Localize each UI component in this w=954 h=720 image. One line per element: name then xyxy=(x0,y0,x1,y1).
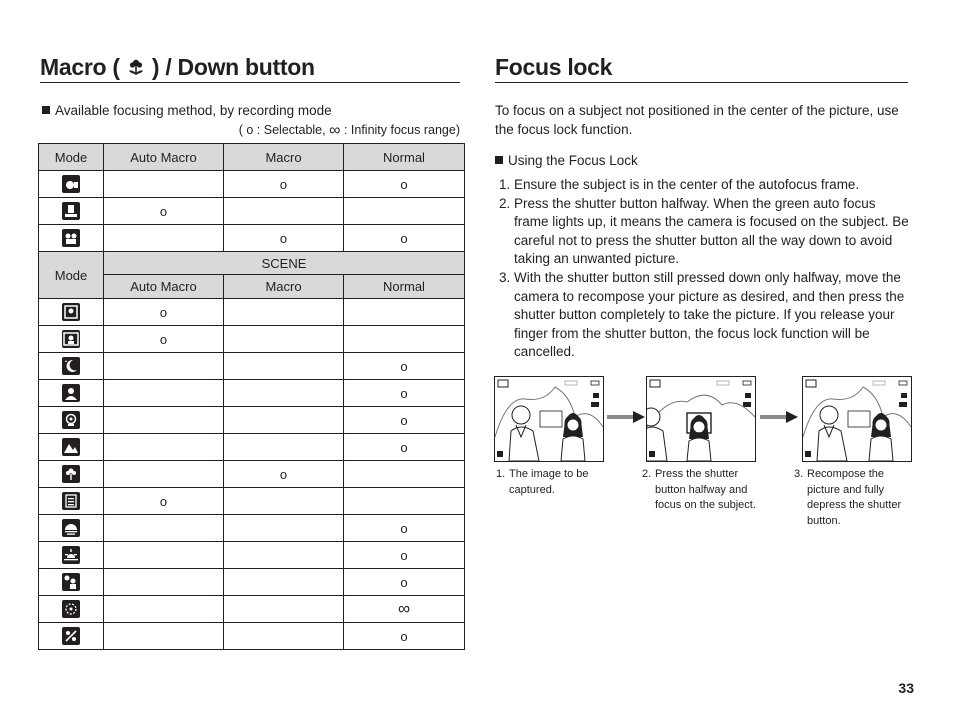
availability-cell xyxy=(224,623,344,650)
availability-cell xyxy=(104,569,224,596)
close-up-icon xyxy=(62,465,80,483)
availability-cell xyxy=(104,596,224,623)
table-row xyxy=(39,225,465,252)
mode-icon-cell xyxy=(39,461,104,488)
availability-cell xyxy=(224,326,344,353)
scene-header-row xyxy=(39,252,465,275)
availability-cell xyxy=(104,623,224,650)
availability-bullet-text: Available focusing method, by recording mode xyxy=(55,103,332,118)
table-row xyxy=(39,542,465,569)
table-row xyxy=(39,488,465,515)
availability-cell xyxy=(104,407,224,434)
focus-lock-steps xyxy=(499,176,913,362)
availability-cell xyxy=(224,461,344,488)
availability-mark: o xyxy=(279,466,288,482)
caption-text: Recompose the picture and fully depress the shutter button. xyxy=(807,468,902,527)
availability-cell xyxy=(344,198,465,225)
availability-cell xyxy=(224,299,344,326)
step-item xyxy=(499,195,913,269)
step-text: With the shutter button still pressed down only halfway, move the camera to recompose your picture as desired, and then press the shutter button completely to take the picture. If you release your finger from the shutter button, the focus lock function will be cancelled. xyxy=(514,269,905,360)
table-row xyxy=(39,596,465,623)
legend-open: ( o : Selectable, xyxy=(238,123,330,137)
availability-cell xyxy=(224,542,344,569)
availability-cell xyxy=(104,299,224,326)
dual-is-mode-icon xyxy=(62,202,80,220)
mode-icon-cell xyxy=(39,171,104,198)
availability-cell xyxy=(224,353,344,380)
availability-cell xyxy=(344,225,465,252)
mode-icon-cell xyxy=(39,380,104,407)
mode-icon-cell xyxy=(39,434,104,461)
availability-cell xyxy=(344,488,465,515)
availability-cell xyxy=(104,488,224,515)
step-item xyxy=(499,269,913,362)
mode-icon-cell xyxy=(39,198,104,225)
availability-cell xyxy=(344,171,465,198)
step-text: Ensure the subject is in the center of the autofocus frame. xyxy=(514,177,860,192)
availability-cell xyxy=(224,198,344,225)
availability-mark: o xyxy=(400,520,408,536)
illustration-3 xyxy=(802,376,912,462)
mode-icon-cell xyxy=(39,623,104,650)
availability-mark: o xyxy=(159,331,168,347)
column-header: Normal xyxy=(344,275,465,299)
symbol-legend xyxy=(239,122,460,140)
mode-icon-cell xyxy=(39,542,104,569)
availability-cell xyxy=(344,569,465,596)
mode-icon-cell xyxy=(39,569,104,596)
step-item xyxy=(499,176,913,195)
availability-cell xyxy=(104,326,224,353)
availability-mark: o xyxy=(279,176,288,192)
availability-cell xyxy=(104,542,224,569)
night-scene-icon xyxy=(62,357,80,375)
availability-mark: o xyxy=(279,230,288,246)
availability-mark: o xyxy=(159,493,168,509)
macro-section-title xyxy=(40,52,460,83)
availability-mark: o xyxy=(400,412,408,428)
table-row xyxy=(39,434,465,461)
availability-cell xyxy=(344,434,465,461)
table-row xyxy=(39,515,465,542)
backlight-icon xyxy=(62,573,80,591)
portrait-icon xyxy=(62,384,80,402)
availability-cell xyxy=(104,434,224,461)
caption-number: 3. xyxy=(794,468,804,480)
mode-icon-cell xyxy=(39,353,104,380)
availability-cell xyxy=(104,171,224,198)
table-row xyxy=(39,380,465,407)
step-number: 1. xyxy=(499,177,511,192)
mode-icon-cell xyxy=(39,488,104,515)
caption-number: 2. xyxy=(642,468,652,480)
availability-mark: o xyxy=(159,304,168,320)
caption-text: The image to be captured. xyxy=(509,468,589,496)
availability-cell xyxy=(344,299,465,326)
macro-flower-icon xyxy=(126,54,146,74)
availability-cell xyxy=(104,353,224,380)
availability-cell xyxy=(344,380,465,407)
beach-snow-icon xyxy=(62,627,80,645)
availability-mark: o xyxy=(400,439,408,455)
caption-2 xyxy=(642,467,764,514)
column-header: Macro xyxy=(224,275,344,299)
self-portrait-icon xyxy=(62,330,80,348)
fireworks-icon xyxy=(62,600,80,618)
mode-icon-cell xyxy=(39,515,104,542)
mode-icon-cell xyxy=(39,407,104,434)
availability-cell xyxy=(224,380,344,407)
focus-lock-bullet-text: Using the Focus Lock xyxy=(508,153,638,168)
legend-close: : Infinity focus range) xyxy=(340,123,460,137)
focus-lock-bullet xyxy=(495,152,638,170)
availability-cell xyxy=(104,515,224,542)
availability-mark: ∞ xyxy=(397,599,411,618)
availability-mark: o xyxy=(400,358,408,374)
focus-lock-intro: To focus on a subject not positioned in the center of the picture, use the focus lock function. xyxy=(495,103,899,137)
arrow-right-icon xyxy=(760,411,798,423)
caption-text: Press the shutter button halfway and focus on the subject. xyxy=(655,468,756,511)
table-row xyxy=(39,326,465,353)
mode-icon-cell xyxy=(39,596,104,623)
availability-cell xyxy=(224,515,344,542)
step-number: 2. xyxy=(499,195,511,211)
availability-cell xyxy=(104,198,224,225)
focus-lock-title: Focus lock xyxy=(495,52,908,83)
frame-guide-icon xyxy=(62,303,80,321)
mode-icon-cell xyxy=(39,299,104,326)
availability-cell xyxy=(224,596,344,623)
caption-3 xyxy=(794,467,914,529)
availability-cell xyxy=(344,596,465,623)
bullet-square-icon xyxy=(42,106,50,114)
availability-mark: o xyxy=(400,176,408,192)
macro-title-part2: ) / Down button xyxy=(145,54,315,80)
illustration-1 xyxy=(494,376,604,462)
caption-number: 1. xyxy=(496,468,506,480)
availability-mark: o xyxy=(400,574,408,590)
availability-cell xyxy=(344,407,465,434)
availability-cell xyxy=(104,225,224,252)
availability-cell xyxy=(224,488,344,515)
availability-cell xyxy=(224,569,344,596)
children-icon xyxy=(62,411,80,429)
table-row xyxy=(39,623,465,650)
availability-cell xyxy=(224,225,344,252)
availability-mark: o xyxy=(400,230,408,246)
legend-infinity: ∞ xyxy=(329,122,341,139)
column-header: Macro xyxy=(224,144,344,171)
arrow-right-icon xyxy=(607,411,645,423)
column-header: Auto Macro xyxy=(104,144,224,171)
availability-cell xyxy=(224,171,344,198)
step-text: Press the shutter button halfway. When the green auto focus frame lights up, it means the camera is focused on the subject. Be careful not to press the shutter button all the way down to avoid taking an unwanted picture. xyxy=(514,195,909,267)
auto-mode-icon xyxy=(62,175,80,193)
table-row xyxy=(39,171,465,198)
availability-mark: o xyxy=(400,547,408,563)
movie-mode-icon xyxy=(62,229,80,247)
table-row xyxy=(39,407,465,434)
table-row xyxy=(39,461,465,488)
availability-cell xyxy=(344,326,465,353)
availability-cell xyxy=(344,461,465,488)
availability-mark: o xyxy=(159,203,168,219)
caption-1 xyxy=(496,467,606,498)
table-row xyxy=(39,198,465,225)
availability-cell xyxy=(104,461,224,488)
availability-mark: o xyxy=(400,628,408,644)
table-row xyxy=(39,353,465,380)
mode-icon-cell xyxy=(39,225,104,252)
availability-cell xyxy=(224,434,344,461)
availability-cell xyxy=(104,380,224,407)
availability-cell xyxy=(344,623,465,650)
availability-cell xyxy=(344,353,465,380)
dawn-icon xyxy=(62,546,80,564)
availability-bullet xyxy=(42,102,332,120)
focus-mode-table xyxy=(38,143,465,650)
text-icon xyxy=(62,492,80,510)
illustration-2 xyxy=(646,376,756,462)
column-header: Auto Macro xyxy=(104,275,224,299)
column-header: Mode xyxy=(39,144,104,171)
sunset-icon xyxy=(62,519,80,537)
table-header-row xyxy=(39,144,465,171)
availability-cell xyxy=(344,515,465,542)
table-row xyxy=(39,569,465,596)
mode-icon-cell xyxy=(39,326,104,353)
macro-title-part1: Macro ( xyxy=(40,54,126,80)
column-header: Normal xyxy=(344,144,465,171)
availability-cell xyxy=(344,542,465,569)
availability-mark: o xyxy=(400,385,408,401)
scene-mode-header: Mode xyxy=(39,252,104,299)
scene-header: SCENE xyxy=(104,252,465,275)
table-row xyxy=(39,299,465,326)
availability-cell xyxy=(224,407,344,434)
step-number: 3. xyxy=(499,269,511,285)
page-number: 33 xyxy=(898,680,914,696)
bullet-square-icon xyxy=(495,156,503,164)
landscape-icon xyxy=(62,438,80,456)
